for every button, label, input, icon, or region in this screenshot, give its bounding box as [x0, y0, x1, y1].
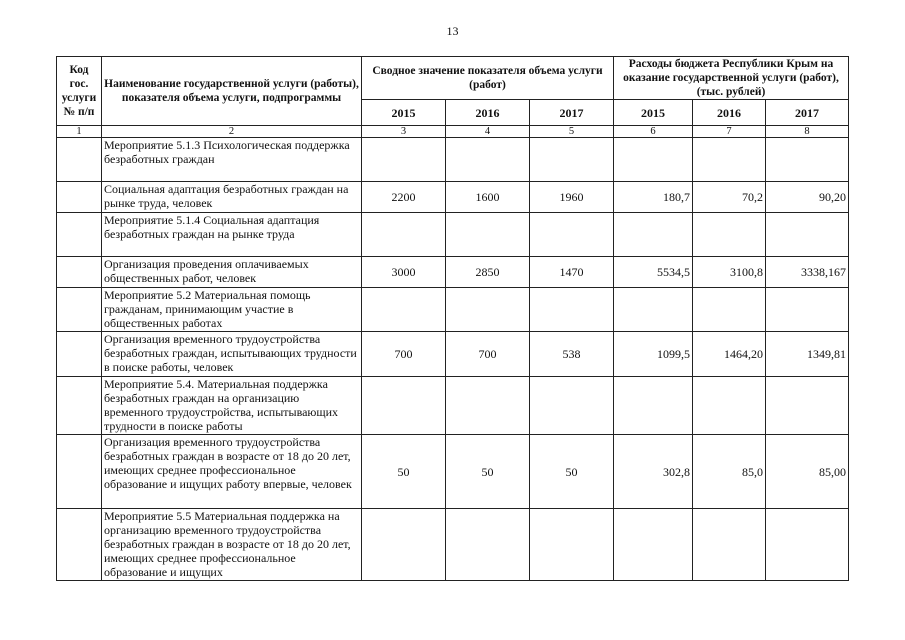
table-row [57, 377, 849, 435]
table-row [57, 435, 849, 509]
row-name: Мероприятие 5.5 Материальная поддержка на организацию временного трудоустройства безработных граждан в возрасте от 18 до 20 лет, имеющих среднее профессиональное образование и ищущих [102, 509, 362, 581]
header-expenses: Расходы бюджета Республики Крым на оказание государственной услуги (работ), (тыс. рублей) [614, 57, 849, 100]
row-code [57, 332, 102, 377]
table-row [57, 182, 849, 213]
value-cell: 538 [530, 332, 614, 377]
value-cell [766, 138, 849, 182]
value-cell [530, 377, 614, 435]
value-cell [693, 509, 766, 581]
value-cell: 50 [530, 435, 614, 509]
value-cell: 1960 [530, 182, 614, 213]
value-cell [446, 509, 530, 581]
header-code: Код гос. услуги № п/п [57, 57, 102, 126]
value-cell: 1600 [446, 182, 530, 213]
value-cell [362, 288, 446, 332]
value-cell [446, 288, 530, 332]
value-cell [446, 138, 530, 182]
header-year: 2016 [446, 100, 530, 126]
value-cell [362, 213, 446, 257]
value-cell [614, 377, 693, 435]
value-cell [693, 377, 766, 435]
column-number: 8 [766, 126, 849, 138]
value-cell: 2850 [446, 257, 530, 288]
table-row [57, 509, 849, 581]
value-cell [693, 138, 766, 182]
row-code [57, 257, 102, 288]
column-number: 2 [102, 126, 362, 138]
page-number: 13 [446, 24, 459, 38]
value-cell [362, 138, 446, 182]
value-cell [530, 288, 614, 332]
row-code [57, 435, 102, 509]
row-name: Организация временного трудоустройства безработных граждан, испытывающих трудности в поиске работы, человек [102, 332, 362, 377]
column-number: 6 [614, 126, 693, 138]
value-cell [614, 213, 693, 257]
header-year: 2017 [766, 100, 849, 126]
value-cell: 5534,5 [614, 257, 693, 288]
value-cell [766, 288, 849, 332]
value-cell: 50 [446, 435, 530, 509]
row-name: Организация временного трудоустройства безработных граждан в возрасте от 18 до 20 лет, имеющих среднее профессиональное образование и ищущих работу впервые, человек [102, 435, 362, 509]
column-number: 1 [57, 126, 102, 138]
value-cell [614, 138, 693, 182]
row-code [57, 213, 102, 257]
header-year: 2015 [362, 100, 446, 126]
value-cell: 700 [362, 332, 446, 377]
value-cell: 85,0 [693, 435, 766, 509]
services-table [56, 56, 849, 581]
row-name: Мероприятие 5.1.3 Психологическая поддержка безработных граждан [102, 138, 362, 182]
value-cell [766, 509, 849, 581]
value-cell: 1470 [530, 257, 614, 288]
value-cell [766, 377, 849, 435]
row-name: Мероприятие 5.1.4 Социальная адаптация безработных граждан на рынке труда [102, 213, 362, 257]
value-cell: 1349,81 [766, 332, 849, 377]
value-cell [362, 509, 446, 581]
row-name: Мероприятие 5.4. Материальная поддержка безработных граждан на организацию временного трудоустройства, испытывающих трудности в поиске работы [102, 377, 362, 435]
value-cell: 85,00 [766, 435, 849, 509]
value-cell: 3000 [362, 257, 446, 288]
value-cell [614, 288, 693, 332]
header-year: 2016 [693, 100, 766, 126]
value-cell [362, 377, 446, 435]
value-cell: 3100,8 [693, 257, 766, 288]
row-code [57, 288, 102, 332]
value-cell: 180,7 [614, 182, 693, 213]
table-row [57, 288, 849, 332]
row-code [57, 138, 102, 182]
value-cell [530, 509, 614, 581]
header-name: Наименование государственной услуги (работы), показателя объема услуги, подпрограммы [102, 57, 362, 126]
header-summary: Сводное значение показателя объема услуги (работ) [362, 57, 614, 100]
column-number: 3 [362, 126, 446, 138]
value-cell: 50 [362, 435, 446, 509]
value-cell [766, 213, 849, 257]
value-cell: 90,20 [766, 182, 849, 213]
header-year: 2015 [614, 100, 693, 126]
row-code [57, 509, 102, 581]
column-number: 7 [693, 126, 766, 138]
table-row [57, 257, 849, 288]
row-code [57, 182, 102, 213]
value-cell [530, 138, 614, 182]
header-year: 2017 [530, 100, 614, 126]
table-row [57, 213, 849, 257]
value-cell: 700 [446, 332, 530, 377]
value-cell [446, 377, 530, 435]
row-name: Мероприятие 5.2 Материальная помощь гражданам, принимающим участие в общественных работах [102, 288, 362, 332]
value-cell [530, 213, 614, 257]
row-code [57, 377, 102, 435]
value-cell: 1464,20 [693, 332, 766, 377]
value-cell: 2200 [362, 182, 446, 213]
table-row [57, 138, 849, 182]
row-name: Социальная адаптация безработных граждан на рынке труда, человек [102, 182, 362, 213]
value-cell [693, 213, 766, 257]
value-cell [614, 509, 693, 581]
table-row [57, 332, 849, 377]
column-number: 4 [446, 126, 530, 138]
value-cell: 1099,5 [614, 332, 693, 377]
value-cell: 302,8 [614, 435, 693, 509]
value-cell: 3338,167 [766, 257, 849, 288]
value-cell [446, 213, 530, 257]
value-cell: 70,2 [693, 182, 766, 213]
column-number: 5 [530, 126, 614, 138]
value-cell [693, 288, 766, 332]
row-name: Организация проведения оплачиваемых общественных работ, человек [102, 257, 362, 288]
